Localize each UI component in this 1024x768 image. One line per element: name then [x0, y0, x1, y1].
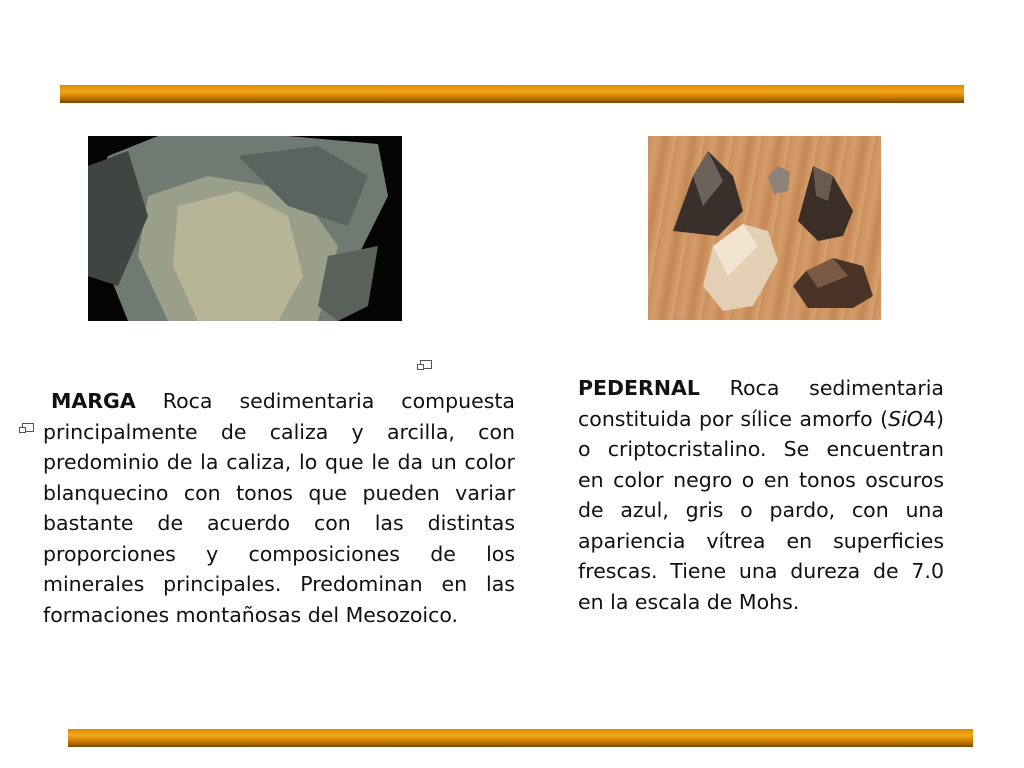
marga-title: MARGA [51, 389, 136, 413]
pedernal-description [578, 373, 944, 617]
marga-description [43, 386, 515, 630]
marga-rock-photo [88, 136, 402, 321]
pedernal-crystals-photo [648, 136, 881, 320]
pedernal-body-part1: Roca sedimentaria constituida por sílice amorfo ( [578, 376, 944, 431]
marga-body: Roca sedimentaria compuesta principalmente de caliza y arcilla, con predominio de la caliza, lo que le da un color blanquecino con tonos que pueden variar bastante de acuerdo con las distintas proporciones y composiciones de los minerales principales. Predominan en las formaciones montañosas del Mesozoico. [43, 389, 515, 627]
pedernal-formula: SiO [888, 406, 923, 431]
bullet-icon [22, 423, 34, 432]
bottom-divider-bar [68, 729, 973, 747]
pedernal-title: PEDERNAL [578, 376, 700, 400]
top-divider-bar [60, 85, 964, 103]
pedernal-body-part2: 4) o criptocristalino. Se encuentran en color negro o en tonos oscuros de azul, gris o pardo, con una apariencia vítrea en superficies frescas. Tiene una dureza de 7.0 en la escala de Mohs. [578, 406, 944, 614]
bullet-icon [420, 360, 432, 369]
